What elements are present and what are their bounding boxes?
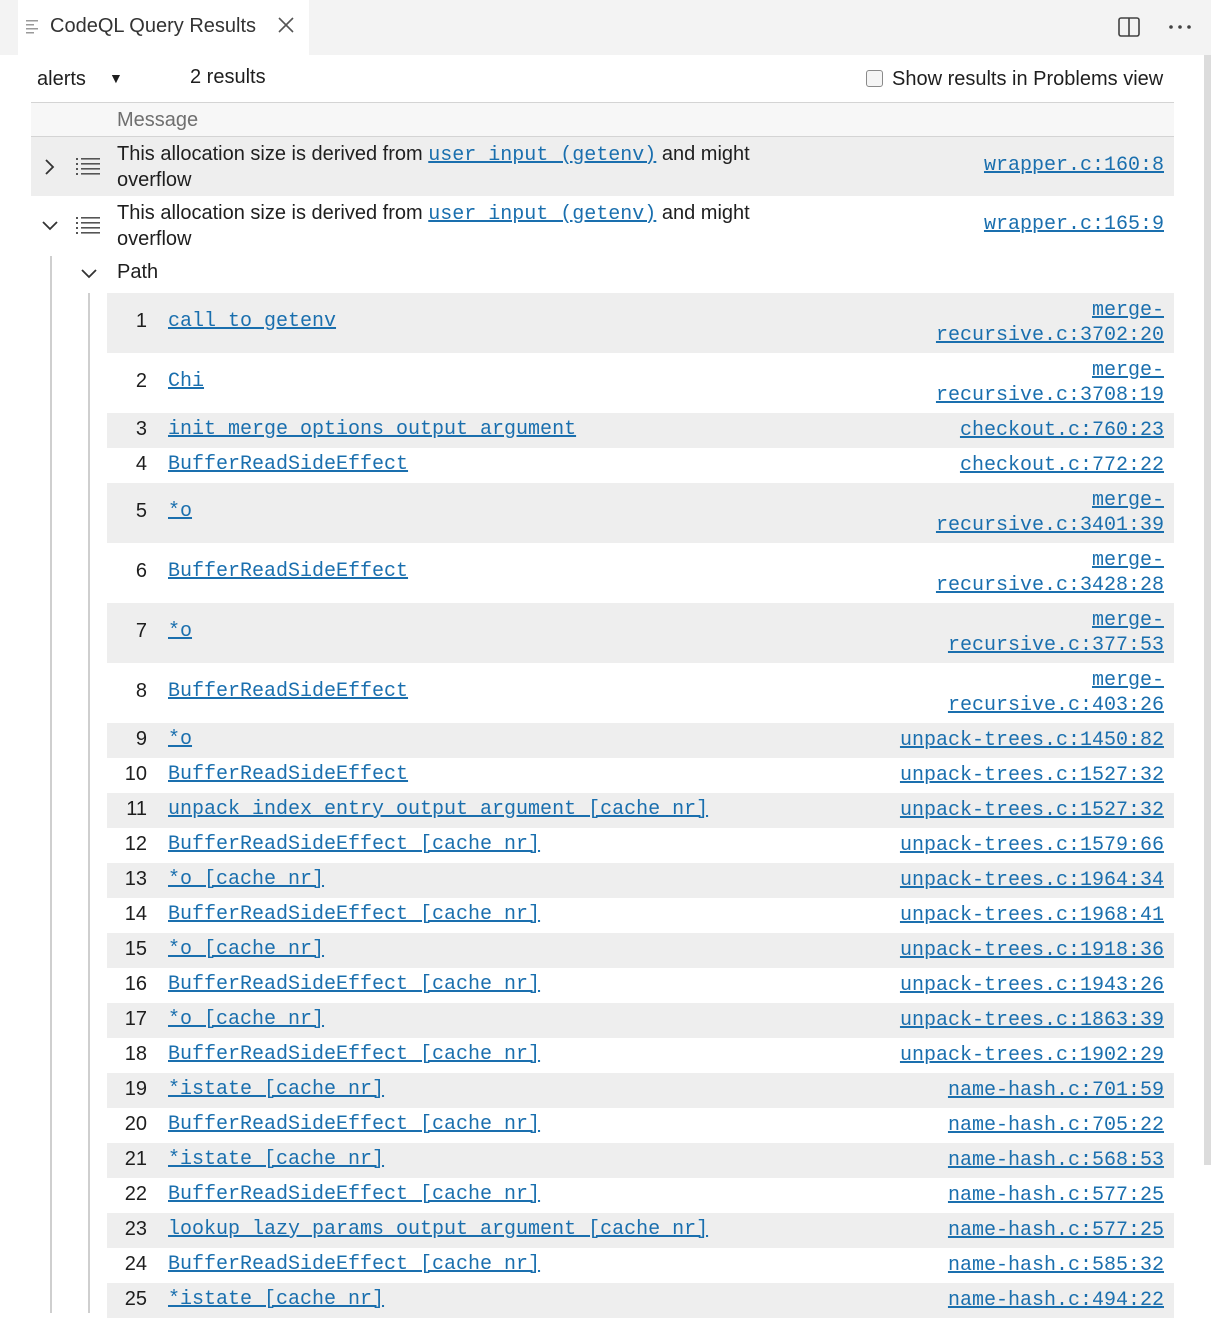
step-number: 13 — [124, 868, 147, 890]
step-number: 7 — [135, 620, 147, 642]
path-step-row[interactable] — [107, 448, 1174, 483]
alert-location-link[interactable]: wrapper.c:165:9 — [983, 213, 1164, 236]
step-location-link[interactable]: merge-recursive.c:3708:19 — [935, 359, 1164, 407]
step-number: 25 — [124, 1288, 147, 1310]
path-step-row[interactable] — [107, 898, 1174, 933]
step-location-link[interactable]: name-hash.c:568:53 — [947, 1149, 1164, 1172]
path-step-row[interactable] — [107, 603, 1174, 663]
step-number: 6 — [135, 560, 147, 582]
step-location-link[interactable]: checkout.c:760:23 — [959, 419, 1164, 442]
step-location-link[interactable]: name-hash.c:494:22 — [947, 1289, 1164, 1312]
path-step-row[interactable] — [107, 293, 1174, 353]
step-message-link[interactable]: BufferReadSideEffect [cache_nr] — [168, 1113, 541, 1136]
path-step-row[interactable] — [107, 1003, 1174, 1038]
step-number: 24 — [124, 1253, 147, 1275]
step-message-link[interactable]: *istate [cache_nr] — [168, 1078, 385, 1101]
path-step-row[interactable] — [107, 793, 1174, 828]
step-message-link[interactable]: BufferReadSideEffect — [168, 680, 409, 703]
message-column-header: Message — [117, 109, 199, 131]
path-step-row[interactable] — [107, 1143, 1174, 1178]
step-message-link[interactable]: lookup_lazy_params output argument [cache_nr] — [168, 1218, 709, 1241]
step-location-link[interactable]: merge-recursive.c:3702:20 — [935, 299, 1164, 347]
path-step-row[interactable] — [107, 863, 1174, 898]
path-steps — [107, 293, 1174, 1318]
step-location-link[interactable]: name-hash.c:701:59 — [947, 1079, 1164, 1102]
step-message-link[interactable]: call to getenv — [168, 310, 337, 333]
path-step-row[interactable] — [107, 1073, 1174, 1108]
more-actions-icon[interactable] — [1167, 15, 1193, 39]
step-location-link[interactable]: checkout.c:772:22 — [959, 454, 1164, 477]
step-number: 3 — [135, 418, 147, 440]
step-message-link[interactable]: BufferReadSideEffect [cache_nr] — [168, 833, 541, 856]
path-step-row[interactable] — [107, 353, 1174, 413]
step-location-link[interactable]: merge-recursive.c:403:26 — [947, 669, 1164, 717]
step-number: 15 — [124, 938, 147, 960]
result-count: 2 results — [190, 66, 266, 88]
step-location-link[interactable]: unpack-trees.c:1863:39 — [899, 1009, 1164, 1032]
chevron-down-icon[interactable] — [40, 216, 60, 236]
step-message-link[interactable]: Chi — [168, 370, 205, 393]
step-location-link[interactable]: merge-recursive.c:3401:39 — [935, 489, 1164, 537]
step-location-link[interactable]: name-hash.c:577:25 — [947, 1184, 1164, 1207]
step-location-link[interactable]: unpack-trees.c:1450:82 — [899, 729, 1164, 752]
step-message-link[interactable]: *o [cache_nr] — [168, 868, 325, 891]
list-icon[interactable] — [75, 215, 101, 237]
alert-source-link[interactable]: user input (getenv) — [428, 203, 657, 226]
step-number: 8 — [135, 680, 147, 702]
step-number: 18 — [124, 1043, 147, 1065]
path-step-row[interactable] — [107, 543, 1174, 603]
chevron-down-icon[interactable] — [79, 264, 99, 284]
path-label[interactable]: Path — [117, 261, 159, 283]
step-location-link[interactable]: name-hash.c:585:32 — [947, 1254, 1164, 1277]
path-step-row[interactable] — [107, 413, 1174, 448]
step-number: 22 — [124, 1183, 147, 1205]
path-step-row[interactable] — [107, 1178, 1174, 1213]
close-icon[interactable] — [274, 13, 298, 37]
path-step-row[interactable] — [107, 483, 1174, 543]
step-location-link[interactable]: merge-recursive.c:3428:28 — [935, 549, 1164, 597]
path-step-row[interactable] — [107, 758, 1174, 793]
result-set-select[interactable] — [37, 66, 127, 92]
step-message-link[interactable]: *o [cache_nr] — [168, 938, 325, 961]
tab-codeql-query-results[interactable] — [18, 0, 309, 55]
tree-indent-guide — [50, 256, 52, 1313]
step-location-link[interactable]: name-hash.c:577:25 — [947, 1219, 1164, 1242]
step-number: 14 — [124, 903, 147, 925]
step-location-link[interactable]: name-hash.c:705:22 — [947, 1114, 1164, 1137]
step-location-link[interactable]: unpack-trees.c:1964:34 — [899, 869, 1164, 892]
alert-message-text: and might overflow — [117, 143, 750, 191]
alert-message — [117, 201, 797, 252]
problems-view-checkbox[interactable] — [866, 70, 883, 87]
step-message-link[interactable]: init_merge_options output argument — [168, 418, 577, 441]
path-step-row[interactable] — [107, 1248, 1174, 1283]
step-message-link[interactable]: unpack_index_entry output argument [cache_nr] — [168, 798, 709, 821]
step-message-link[interactable]: BufferReadSideEffect [cache_nr] — [168, 1043, 541, 1066]
step-message-link[interactable]: *o [cache_nr] — [168, 1008, 325, 1031]
problems-view-label[interactable]: Show results in Problems view — [892, 68, 1164, 90]
step-message-link[interactable]: *istate [cache_nr] — [168, 1148, 385, 1171]
result-set-value: alerts — [37, 68, 86, 90]
step-number: 2 — [135, 370, 147, 392]
step-message-link[interactable]: BufferReadSideEffect [cache_nr] — [168, 1253, 541, 1276]
step-location-link[interactable]: merge-recursive.c:377:53 — [947, 609, 1164, 657]
list-icon[interactable] — [75, 156, 101, 178]
step-message-link[interactable]: *o — [168, 620, 193, 643]
tab-bar — [0, 0, 1211, 55]
alert-message-text: This allocation size is derived from — [117, 143, 423, 165]
step-number: 5 — [135, 500, 147, 522]
step-location-link[interactable]: unpack-trees.c:1579:66 — [899, 834, 1164, 857]
split-editor-icon[interactable] — [1117, 15, 1141, 39]
step-number: 19 — [124, 1078, 147, 1100]
step-location-link[interactable]: unpack-trees.c:1918:36 — [899, 939, 1164, 962]
step-message-link[interactable]: *istate [cache_nr] — [168, 1288, 385, 1311]
alert-message-text: and might overflow — [117, 202, 750, 250]
alert-source-link[interactable]: user input (getenv) — [428, 144, 657, 167]
step-message-link[interactable]: *o — [168, 728, 193, 751]
step-message-link[interactable]: BufferReadSideEffect [cache_nr] — [168, 903, 541, 926]
alert-row[interactable] — [31, 137, 1174, 196]
chevron-down-icon: ▼ — [109, 70, 123, 86]
path-step-row[interactable] — [107, 933, 1174, 968]
vertical-scrollbar[interactable] — [1204, 55, 1211, 1165]
alert-message — [117, 142, 797, 193]
step-message-link[interactable]: BufferReadSideEffect [cache_nr] — [168, 1183, 541, 1206]
step-number: 20 — [124, 1113, 147, 1135]
path-step-row[interactable] — [107, 1108, 1174, 1143]
step-location-link[interactable]: unpack-trees.c:1527:32 — [899, 799, 1164, 822]
step-message-link[interactable]: BufferReadSideEffect — [168, 560, 409, 583]
path-step-row[interactable] — [107, 663, 1174, 723]
step-number: 4 — [135, 453, 147, 475]
path-step-row[interactable] — [107, 1213, 1174, 1248]
step-number: 23 — [124, 1218, 147, 1240]
step-location-link[interactable]: unpack-trees.c:1902:29 — [899, 1044, 1164, 1067]
step-message-link[interactable]: *o — [168, 500, 193, 523]
step-number: 11 — [126, 798, 147, 820]
step-number: 12 — [124, 833, 147, 855]
preview-icon — [26, 18, 40, 36]
step-number: 16 — [124, 973, 147, 995]
alert-message-text: This allocation size is derived from — [117, 202, 423, 224]
step-location-link[interactable]: unpack-trees.c:1527:32 — [899, 764, 1164, 787]
step-number: 1 — [135, 310, 147, 332]
path-step-row[interactable] — [107, 828, 1174, 863]
tree-indent-guide — [88, 293, 90, 1313]
step-number: 9 — [135, 728, 147, 750]
step-number: 21 — [124, 1148, 147, 1170]
step-message-link[interactable]: BufferReadSideEffect — [168, 453, 409, 476]
step-message-link[interactable]: BufferReadSideEffect [cache_nr] — [168, 973, 541, 996]
alert-location-link[interactable]: wrapper.c:160:8 — [983, 154, 1164, 177]
step-number: 10 — [124, 763, 147, 785]
step-location-link[interactable]: unpack-trees.c:1943:26 — [899, 974, 1164, 997]
chevron-right-icon[interactable] — [40, 157, 60, 177]
alert-row[interactable] — [31, 196, 1174, 255]
tab-title: CodeQL Query Results — [50, 15, 257, 37]
step-number: 17 — [124, 1008, 147, 1030]
path-step-row[interactable] — [107, 723, 1174, 758]
step-location-link[interactable]: unpack-trees.c:1968:41 — [899, 904, 1164, 927]
table-header — [31, 102, 1174, 137]
path-step-row[interactable] — [107, 1038, 1174, 1073]
path-step-row[interactable] — [107, 968, 1174, 1003]
step-message-link[interactable]: BufferReadSideEffect — [168, 763, 409, 786]
